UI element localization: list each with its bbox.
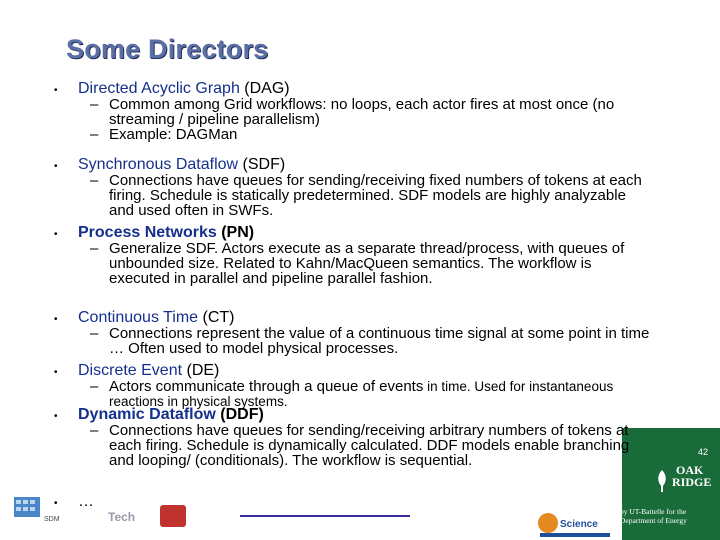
item-abbrev: (SDF) — [242, 156, 286, 173]
slide-title: Some Directors — [66, 34, 269, 64]
sub-item-text: Generalize SDF. Actors execute as a separate thread/process, with queues of unbounded size. Related to Kahn/MacQueen semantics. The workflow is executed in parallel and pipeline parallel fashion. — [109, 240, 625, 287]
svg-text:Science: Science — [560, 519, 598, 530]
sub-item-text: Connections represent the value of a continuous time signal at some point in time … Often used to model physical processes. — [109, 325, 650, 357]
bullet-icon: • — [54, 229, 58, 240]
item-abbrev: (DE) — [186, 362, 220, 379]
sub-item-rest: in time. Used for instantaneous reactions in physical systems. — [109, 379, 614, 409]
sub-item — [90, 423, 650, 468]
sub-item-text: Connections have queues for sending/receiving arbitrary numbers of tokens at each firing. Schedule is dynamically calculated. DDF models enable branching and looping/ (conditionals). The workflow is sequential. — [109, 422, 630, 469]
sdm-logo — [14, 497, 40, 517]
sub-item-text: Connections have queues for sending/receiving fixed numbers of tokens at each firing. Schedule is statically predetermined. SDF models are highly analyzable and used often in SWFs. — [109, 172, 642, 219]
item-title: Dynamic Dataflow — [78, 406, 221, 423]
sub-item — [90, 173, 650, 218]
bullet-icon: • — [54, 314, 58, 325]
oak-leaf-icon — [655, 470, 669, 492]
item-title: … — [78, 493, 94, 510]
bullet-icon: • — [54, 85, 58, 96]
item-title: Directed Acyclic Graph — [78, 80, 245, 97]
dash-icon: – — [90, 240, 99, 257]
list-item — [78, 493, 94, 510]
dash-icon: – — [90, 172, 99, 189]
sub-item-text — [90, 379, 650, 409]
item-title: Synchronous Dataflow — [78, 156, 243, 173]
sub-item — [90, 241, 650, 286]
ornl-name-line2: RIDGE — [672, 475, 712, 489]
science-logo — [538, 513, 610, 537]
footer-logos — [0, 497, 720, 540]
dash-icon: – — [90, 126, 99, 143]
item-abbrev: (DAG) — [244, 80, 290, 97]
sub-item — [90, 379, 650, 409]
list-item — [78, 362, 219, 379]
footer-line — [240, 515, 410, 517]
sub-item — [90, 97, 650, 127]
page-number: 42 — [698, 447, 709, 457]
bullet-icon: • — [54, 367, 58, 378]
dash-icon: – — [90, 325, 99, 342]
bullet-icon: • — [54, 161, 58, 172]
item-title: Continuous Time — [78, 309, 203, 326]
dash-icon: – — [90, 96, 99, 113]
bullet-icon: • — [54, 411, 58, 422]
item-title: Process Networks — [78, 224, 222, 241]
dash-icon: – — [90, 378, 99, 395]
item-abbrev: (PN) — [221, 224, 255, 241]
sub-item — [90, 127, 650, 142]
sdm-text: SDM — [44, 516, 60, 523]
list-item — [78, 406, 264, 423]
red-logo — [160, 505, 186, 527]
bullet-icon: • — [54, 498, 58, 509]
list-item — [78, 224, 254, 241]
ornl-name-line1: OAK — [676, 463, 704, 477]
list-item — [78, 80, 290, 97]
item-title: Discrete Event — [78, 362, 187, 379]
sub-item-text: Example: DAGMan — [109, 126, 238, 143]
list-item — [78, 309, 235, 326]
sub-item-emphasis: Actors communicate through a queue of events — [109, 378, 424, 395]
tech-logo: Tech — [108, 510, 136, 524]
sub-item — [90, 326, 650, 356]
list-item — [78, 156, 285, 173]
item-abbrev: (DDF) — [220, 406, 264, 423]
ornl-caption: by UT-Battelle for the Department of Energy — [620, 507, 687, 525]
sub-item-text: Common among Grid workflows: no loops, each actor fires at most once (no streaming / pipeline parallelism) — [109, 96, 615, 128]
dash-icon: – — [90, 422, 99, 439]
item-abbrev: (CT) — [202, 309, 235, 326]
